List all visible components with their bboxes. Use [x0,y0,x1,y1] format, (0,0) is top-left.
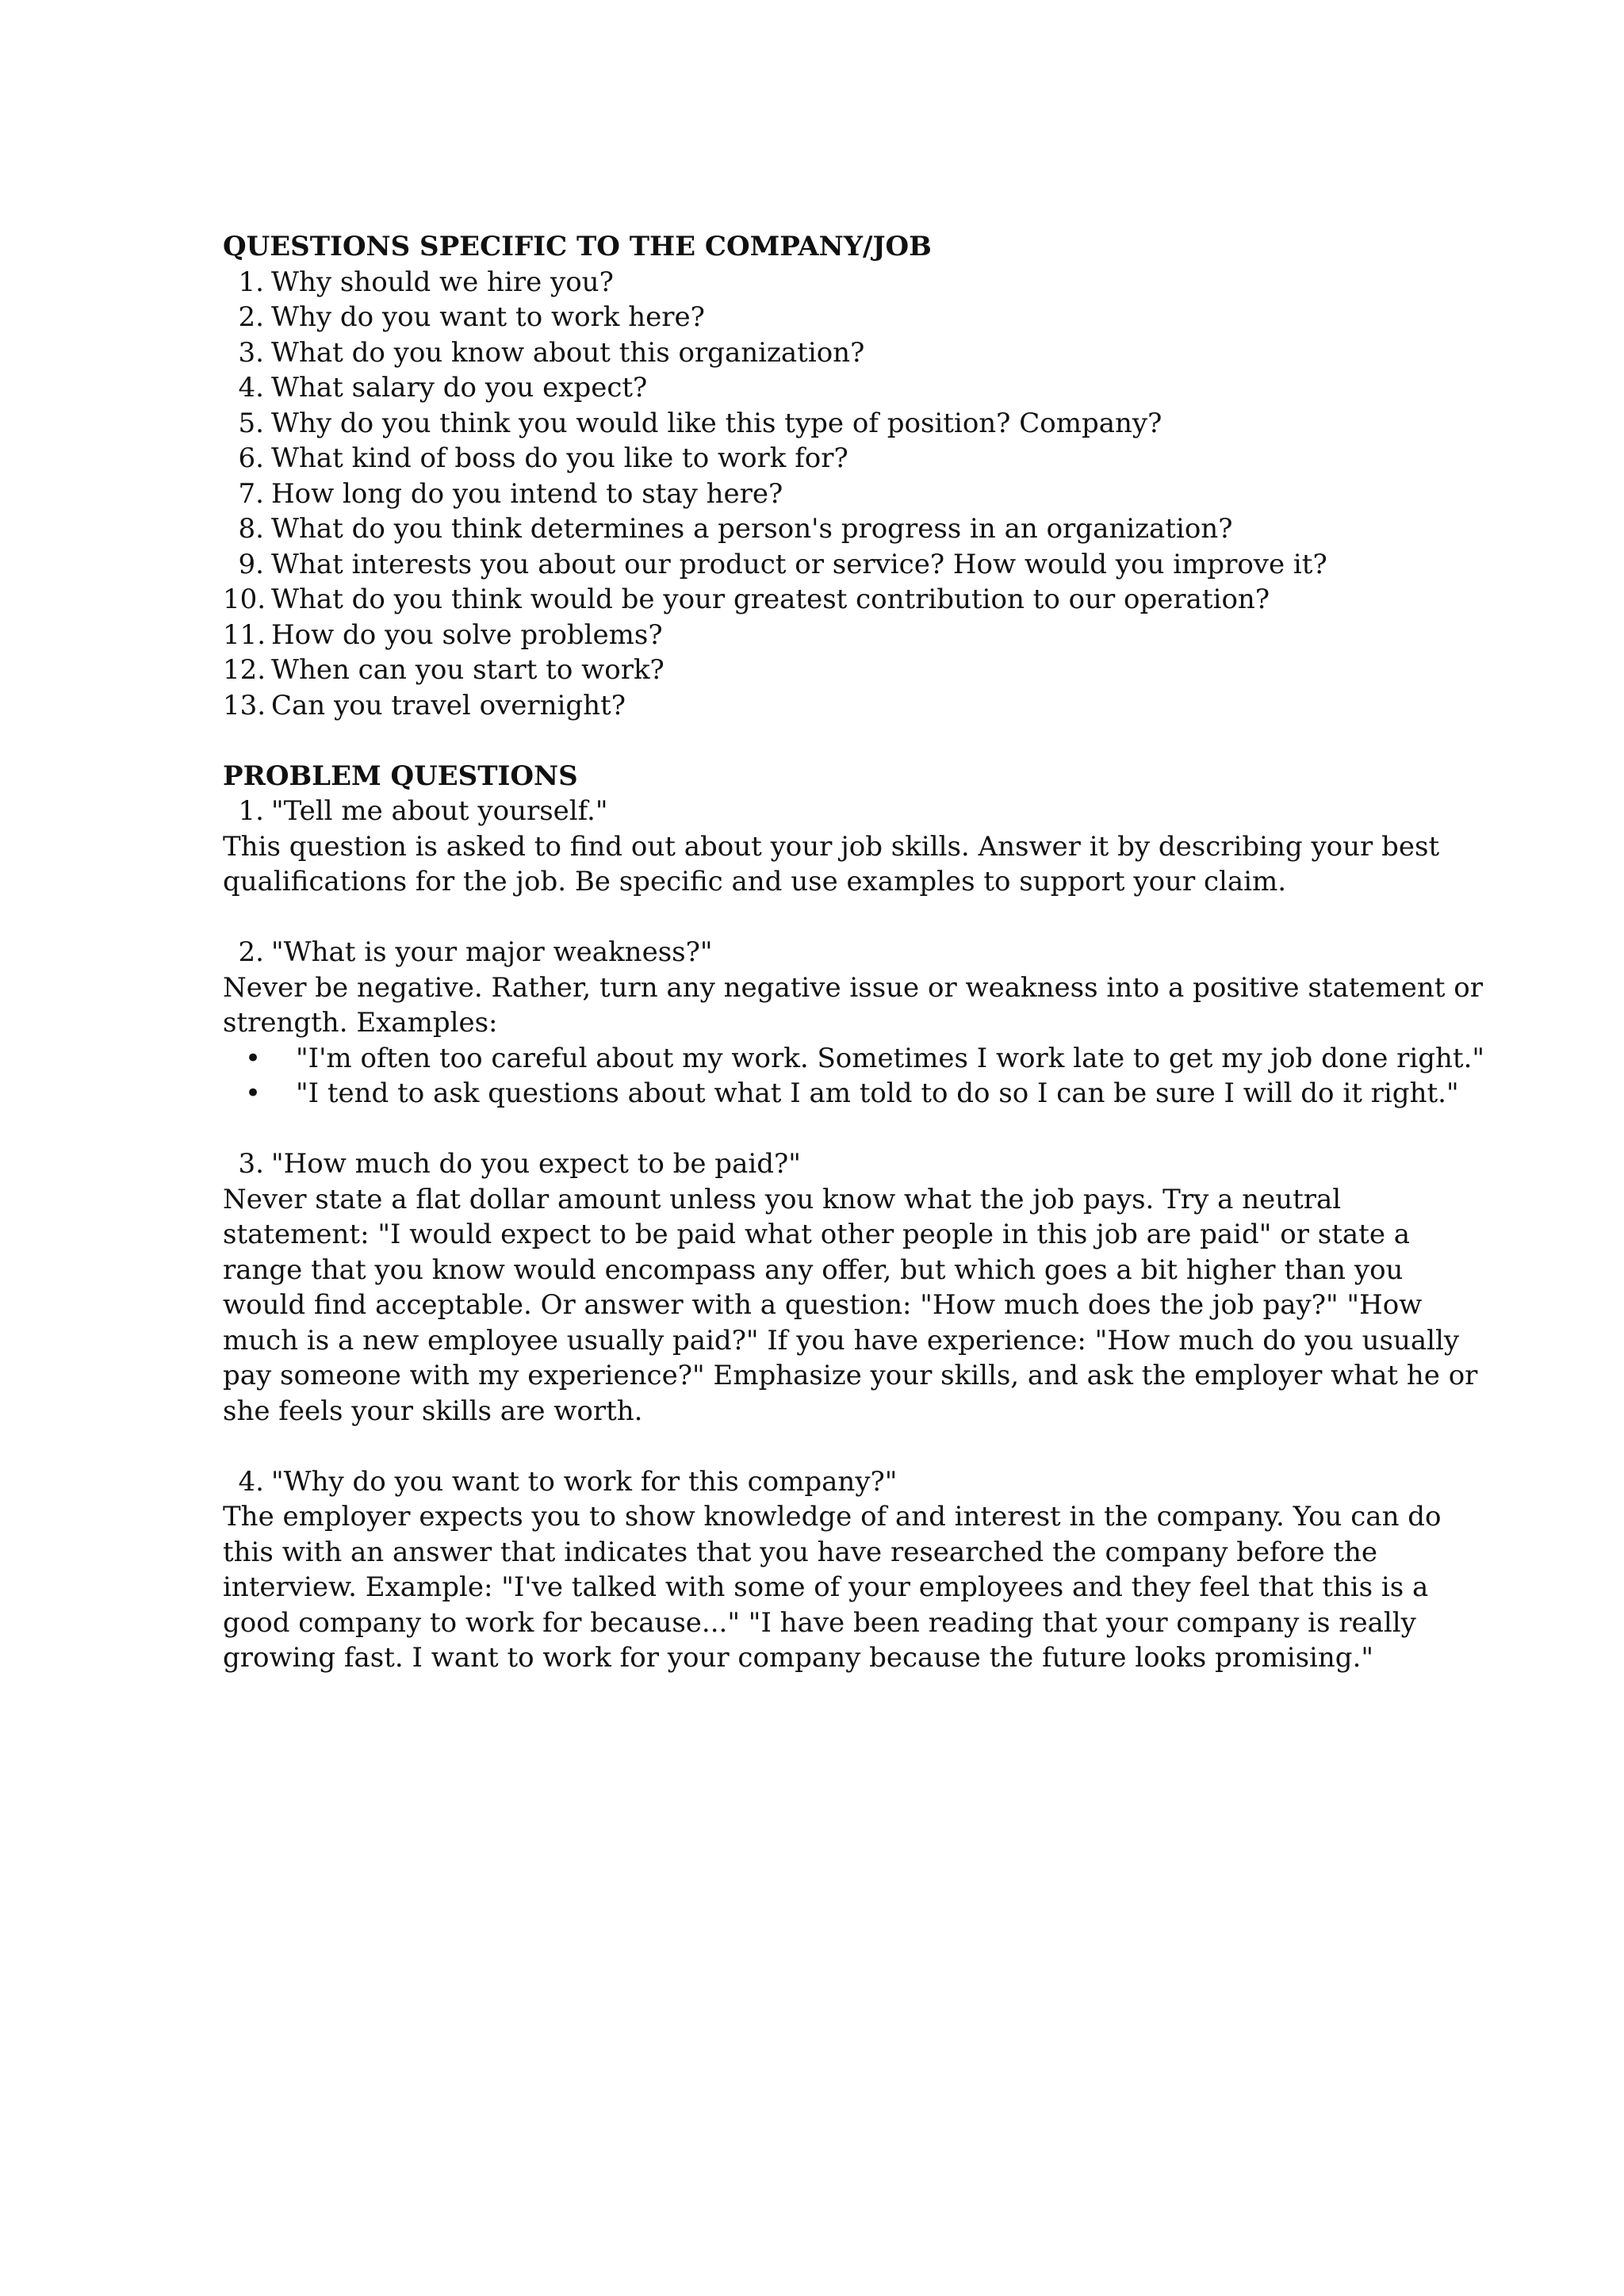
list-item [223,547,1492,583]
problem-question-3 [223,1146,1492,1182]
list-item-number: 4. [238,372,264,404]
list-item-text: Why should we hire you? [271,266,614,298]
list-item-number: 5. [238,407,264,439]
answer-paragraph-1: This question is asked to find out about your job skills. Answer it by describing your best qualifications for the job. Be specific and use examples to support your claim. [223,830,1440,897]
list-item [223,618,1492,653]
section-spacer [223,900,1492,936]
list-item-number: 2. [238,301,264,333]
bullet-icon: • [245,1077,262,1109]
list-item-text: How do you solve problems? [271,618,663,651]
list-item-number: 10. [223,584,266,615]
bullet-item [223,1076,1492,1112]
list-item-number: 1. [238,266,264,298]
bullet-icon: • [245,1042,262,1074]
list-item-number: 7. [238,477,264,510]
list-item [223,370,1492,406]
list-item-text: What kind of boss do you like to work for? [271,442,848,474]
list-item-text: Can you travel overnight? [271,689,626,721]
list-item-number: 12. [223,654,266,686]
company-job-questions-list [223,265,1492,724]
section-heading-problem-questions: PROBLEM QUESTIONS [223,760,578,792]
list-item [223,476,1492,512]
list-item [223,300,1492,335]
list-item [223,688,1492,724]
list-item-number: 8. [238,513,264,545]
list-item [223,511,1492,547]
question-text: "How much do you expect to be paid?" [271,1148,801,1180]
list-item [223,652,1492,688]
list-item [223,335,1492,371]
bullet-text: "I'm often too careful about my work. Sometimes I work late to get my job done right." [296,1042,1485,1074]
list-item-number: 6. [238,442,264,474]
bullet-text: "I tend to ask questions about what I am told to do so I can be sure I will do it right." [296,1077,1459,1109]
bullet-item [223,1041,1492,1077]
section-spacer [223,1112,1492,1147]
list-item-number: 9. [238,548,264,580]
document-page [223,229,1492,1676]
list-item [223,265,1492,300]
section-heading-company-job: QUESTIONS SPECIFIC TO THE COMPANY/JOB [223,231,932,262]
question-text: "Tell me about yourself." [271,795,608,827]
question-number: 1. [238,795,264,827]
list-item [223,406,1492,442]
question-number: 3. [238,1148,264,1180]
list-item-text: What do you think would be your greatest contribution to our operation? [271,584,1270,615]
problem-question-1 [223,794,1492,829]
list-item-text: What do you think determines a person's progress in an organization? [271,513,1233,545]
list-item-number: 11. [223,618,266,651]
list-item-text: What do you know about this organization? [271,336,865,369]
question-number: 4. [238,1465,264,1498]
list-item-number: 3. [238,336,264,369]
list-item [223,441,1492,476]
list-item-text: What interests you about our product or service? How would you improve it? [271,548,1327,580]
example-bullet-list [223,1041,1492,1112]
problem-question-4 [223,1464,1492,1500]
list-item-text: Why do you think you would like this type of position? Company? [271,407,1162,439]
list-item-text: Why do you want to work here? [271,301,705,333]
question-text: "What is your major weakness?" [271,936,713,968]
list-item [223,582,1492,618]
answer-paragraph-2: Never be negative. Rather, turn any negative issue or weakness into a positive statement or strength. Examples: [223,971,1483,1039]
section-spacer [223,723,1492,759]
list-item-text: How long do you intend to stay here? [271,477,783,510]
answer-paragraph-4: The employer expects you to show knowledge of and interest in the company. You can do this with an answer that indicates that you have researched the company before the interview. Example: "I've talked with some of your employees and they feel that this is a good company to work for because..." "I have been reading that your company is really growing fast. I want to work for your company because the future looks promising." [223,1501,1442,1674]
list-item-text: When can you start to work? [271,654,665,686]
problem-question-2 [223,935,1492,970]
question-text: "Why do you want to work for this company?" [271,1465,898,1498]
list-item-number: 13. [223,689,266,721]
question-number: 2. [238,936,264,968]
section-spacer [223,1429,1492,1464]
list-item-text: What salary do you expect? [271,372,648,404]
answer-paragraph-3: Never state a flat dollar amount unless you know what the job pays. Try a neutral statement: "I would expect to be paid what other people in this job are paid" or state a range that you know would encompass any offer, but which goes a bit higher than you would find acceptable. Or answer with a question: "How much does the job pay?" "How much is a new employee usually paid?" If you have experience: "How much do you usually pay someone with my experience?" Emphasize your skills, and ask the employer what he or she feels your skills are worth. [223,1183,1478,1427]
